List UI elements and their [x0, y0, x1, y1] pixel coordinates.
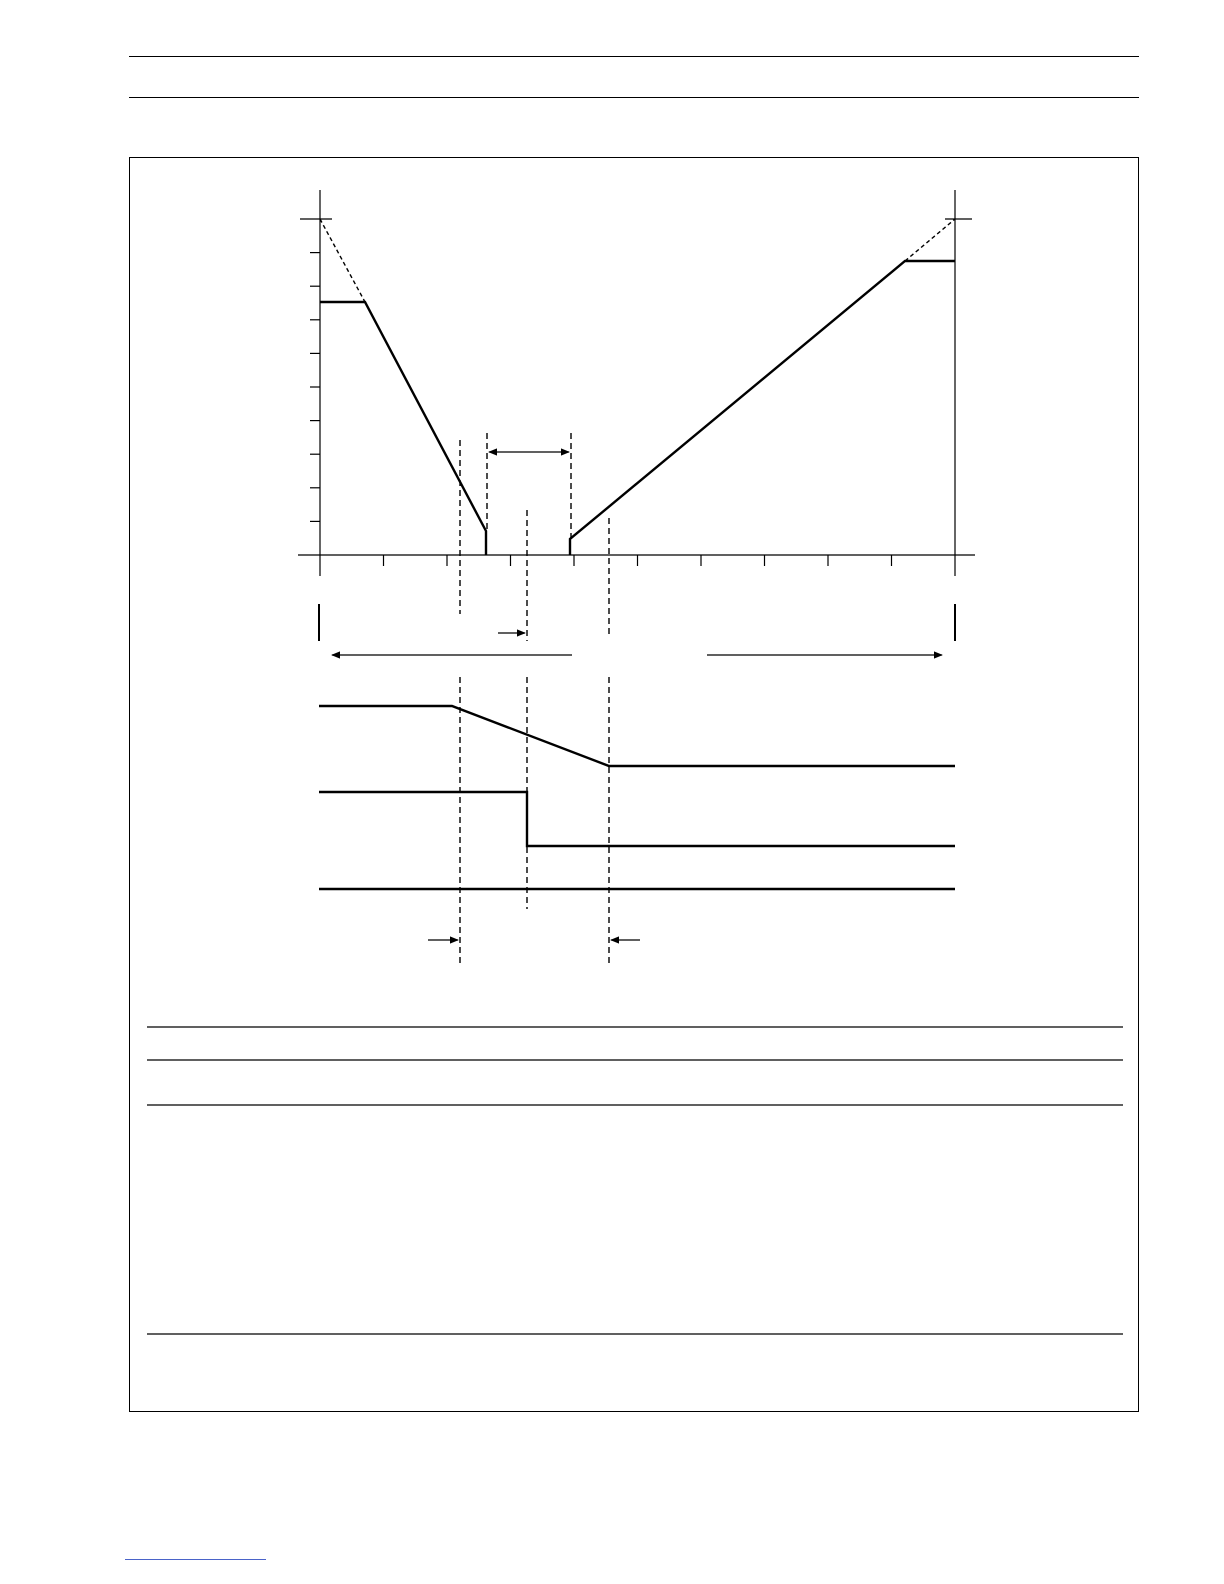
lower-traces: [319, 706, 955, 889]
table-rules: [147, 1027, 1123, 1334]
falling-extrapolation-line: [320, 219, 365, 302]
ramp-trace: [319, 706, 955, 766]
rising-extrapolation-line: [905, 219, 955, 261]
step-trace: [319, 792, 955, 846]
falling-edge-line: [320, 302, 486, 555]
span-end-bars: [319, 604, 955, 641]
rising-edge-line: [570, 261, 955, 555]
y-axis-ticks: [310, 253, 320, 522]
extrapolation-lines: [320, 219, 955, 302]
marker-lines: [460, 433, 609, 963]
dimension-arrows: [332, 452, 942, 940]
footer-link[interactable]: [125, 1559, 266, 1560]
upper-waveforms: [320, 261, 955, 555]
upper-plot-axes: [298, 190, 975, 576]
